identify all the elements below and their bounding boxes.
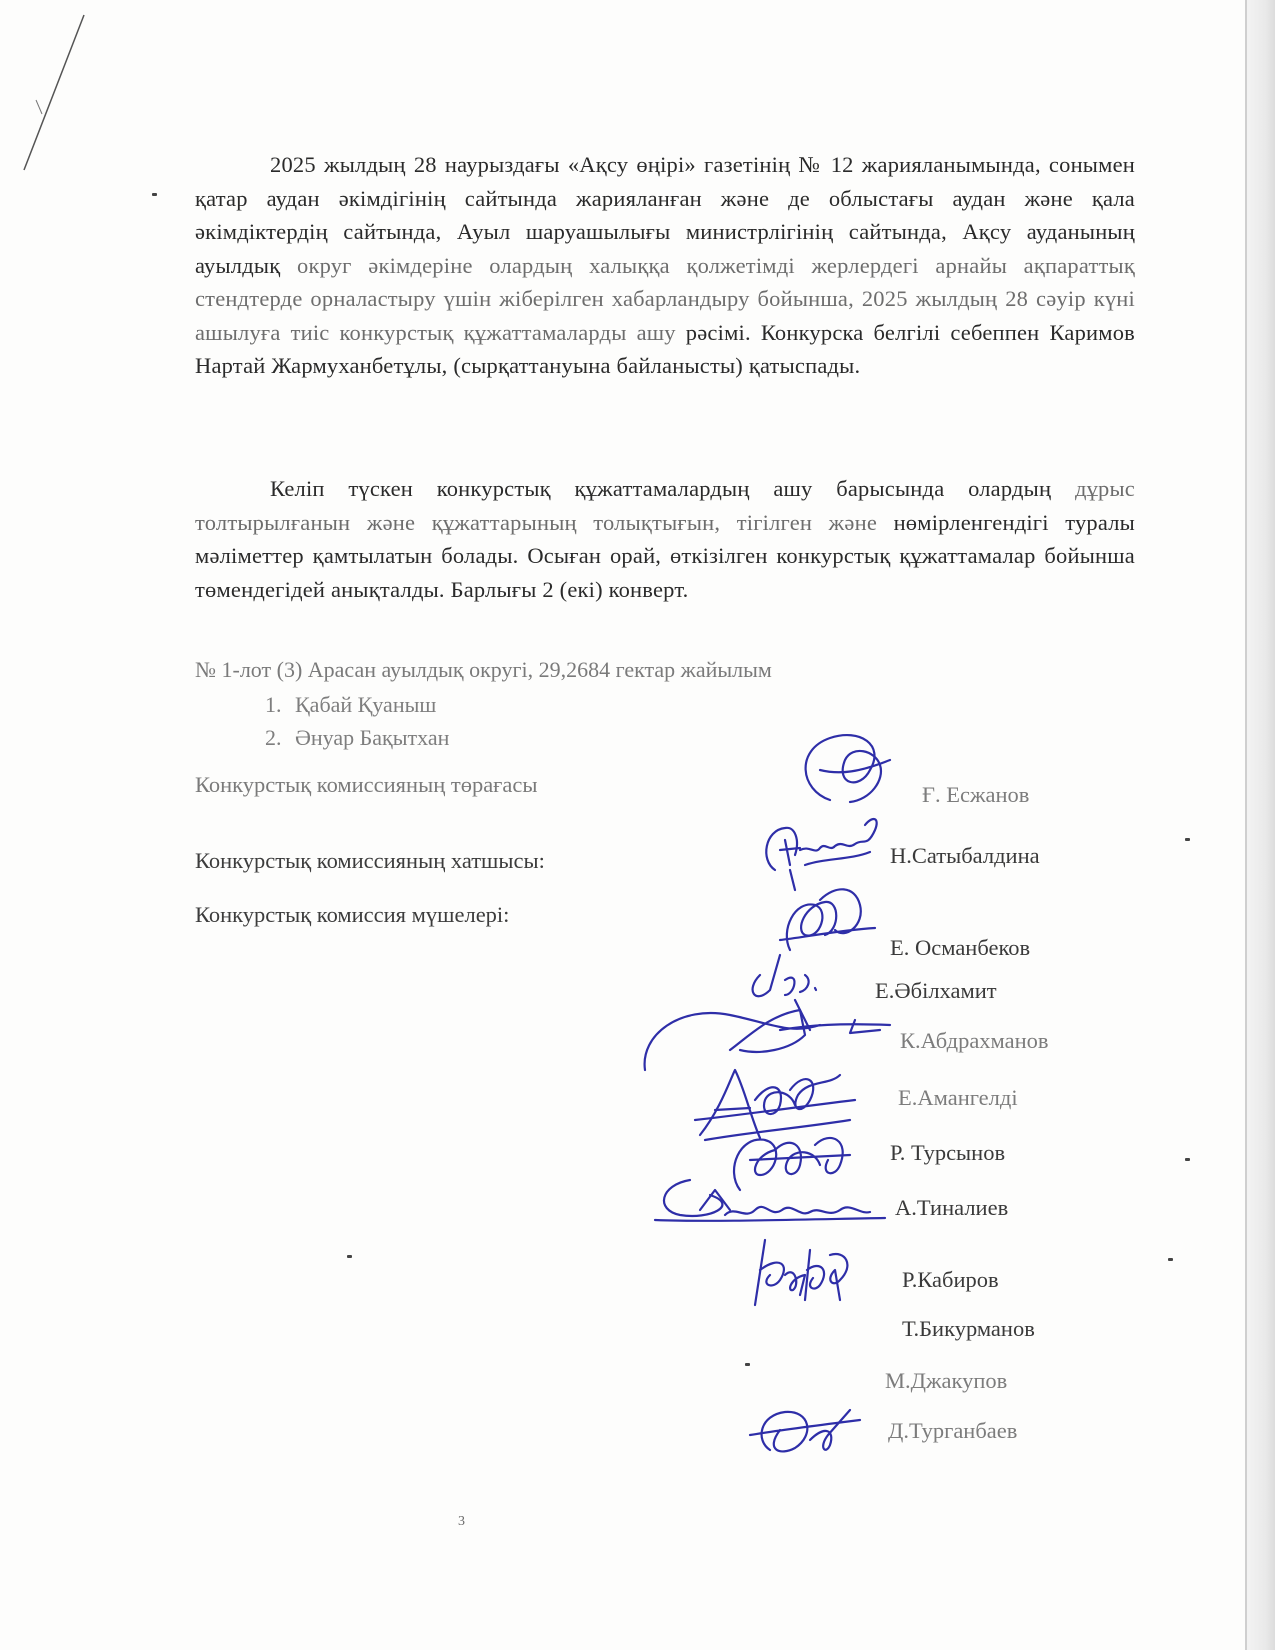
p2-line-5: Барлығы 2 (екі) конверт. [450,576,689,602]
scan-corner-mark [14,10,94,180]
signatory-member: Т.Бикурманов [902,1316,1035,1341]
p2-line-2: дұрыс толтырылғанын және құжаттарының толықтығын, тігілген және [195,476,1135,535]
applicant-name: Қабай Қуаныш [295,692,437,717]
applicant-number: 2. [265,725,282,750]
p1-line-5: округ әкімдеріне олардың халыққа қолжетімді жерлердегі арнайы ақпараттық [297,252,1135,278]
scan-speck [347,1255,352,1258]
signatory-chair: Ғ. Есжанов [922,782,1030,807]
lot-title: № 1-лот (3) Арасан ауылдық округі, 29,2684 гектар жайылым [195,657,772,682]
signature-member-1 [740,880,880,1010]
scan-speck [152,193,157,196]
signatory-member: Е.Амангелді [898,1085,1018,1110]
applicant-number: 1. [265,692,282,717]
signature-member-7 [745,1230,865,1310]
signatory-member: Е. Османбеков [890,935,1031,960]
signatory-member: Р.Кабиров [902,1267,999,1292]
applicant-list [265,688,449,754]
p1-line-1: 2025 жылдың 28 наурыздағы «Ақсу өңірі» газетінің [270,152,799,177]
scan-edge-line [1245,0,1247,1650]
scan-speck [1168,1258,1173,1261]
signatory-member: М.Джакупов [885,1368,1008,1393]
p1-line-6: стендтерде орналастыру үшін жіберілген хабарландыру бойынша, [195,286,862,311]
page-number: 3 [458,1514,465,1529]
scan-speck [1185,838,1190,841]
signatory-member: А.Тиналиев [895,1195,1009,1220]
p2-line-1: Келіп түскен конкурстық құжаттамалардың ашу барысында олардың [270,476,1075,501]
scan-speck [1185,1158,1190,1161]
p2-line-3: нөмірленгендігі туралы мәліметтер қамтылатын болады. Осыған орай, [195,509,1135,568]
p1-line-2: № 12 жарияланымында, сонымен қатар аудан әкімдігінің сайтында [195,152,1135,211]
signature-chair [790,730,900,810]
p1-line-3: жарияланған және де облыстағы аудан және қала әкімдіктердің сайтында, [195,185,1135,244]
list-item [265,688,449,721]
signatory-member: К.Абдрахманов [900,1028,1049,1053]
p1-line-8: рәсімі. Конкурска белгілі себеппен Каримов Нартай Жармуханбетұлы, [195,319,1135,378]
paragraph-announcement [195,148,1135,383]
role-members: Конкурстық комиссия мүшелері: [195,902,510,927]
scan-speck [745,1363,750,1366]
applicant-name: Әнуар Бақытхан [295,725,450,750]
scan-right-edge [1245,0,1275,1650]
paragraph-documents [195,472,1135,606]
role-chair: Конкурстық комиссияның төрағасы [195,772,538,797]
signatory-member: Р. Турсынов [890,1140,1006,1165]
signatory-member: Е.Әбілхамит [875,978,997,1003]
p1-line-7: 2025 жылдың 28 сәуір күні ашылуға тиіс конкурстық құжаттамаларды ашу [195,286,1135,345]
signature-member-10 [740,1400,880,1460]
signatory-secretary: Н.Сатыбалдина [890,843,1040,868]
p1-line-9: (сырқаттануына байланысты) қатыспады. [453,353,861,378]
p2-line-4: өткізілген конкурстық құжаттамалар бойынша төмендегідей анықталды. [195,543,1135,602]
signatory-member: Д.Турганбаев [888,1418,1018,1443]
role-secretary: Конкурстық комиссияның хатшысы: [195,848,545,873]
list-item [265,721,449,754]
p1-line-4: Ауыл шаруашылығы министрлігінің сайтында, Ақсу ауданының ауылдық [195,219,1135,278]
